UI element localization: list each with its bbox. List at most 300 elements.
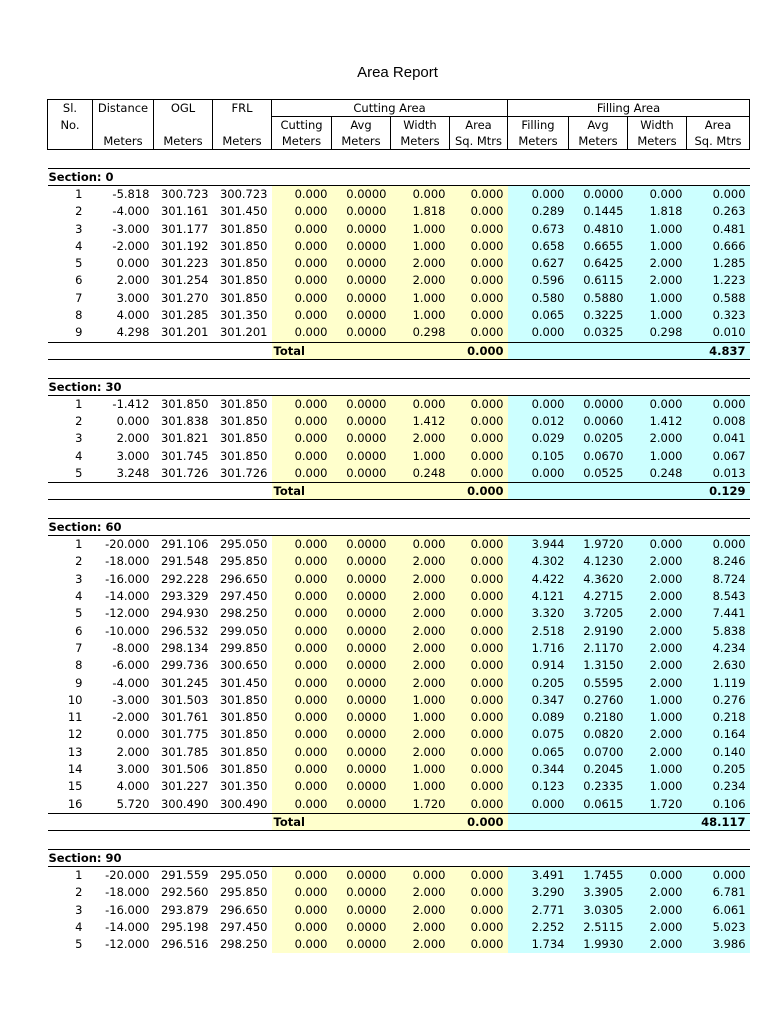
- cell-cut-width: 0.298: [391, 324, 450, 342]
- cell-cut-avg: 0.0000: [332, 657, 391, 674]
- cell-fill-area: 0.164: [687, 726, 750, 743]
- cell-sl-no: 7: [75, 290, 83, 305]
- cell-fill-width: 0.000: [628, 186, 687, 204]
- cell-cutting: 0.000: [272, 413, 332, 430]
- cell-fill-area: 0.140: [687, 744, 750, 761]
- cell-frl: 295.850: [219, 554, 268, 569]
- cell-sl-no: 6: [75, 273, 83, 288]
- cell-fill-area: 1.223: [687, 272, 750, 289]
- cell-cutting: 0.000: [272, 272, 332, 289]
- cell-cut-area: 0.000: [450, 623, 508, 640]
- cell-ogl: 301.270: [160, 290, 209, 305]
- cell-ogl: 300.490: [160, 796, 209, 811]
- cell-distance: -14.000: [105, 589, 150, 604]
- cell-cut-area: 0.000: [450, 709, 508, 726]
- cell-cut-width: 2.000: [391, 571, 450, 588]
- cell-sl-no: 13: [67, 744, 83, 759]
- cell-ogl: 292.560: [160, 885, 209, 900]
- total-label: Total: [272, 483, 332, 500]
- cell-filling: 0.205: [508, 675, 569, 692]
- cell-ogl: 295.198: [160, 919, 209, 934]
- cell-cutting: 0.000: [272, 430, 332, 447]
- cell-distance: -2.000: [112, 238, 150, 253]
- cell-cutting: 0.000: [272, 238, 332, 255]
- cell-fill-width: 1.000: [628, 238, 687, 255]
- header-fill-area: Area: [687, 117, 750, 134]
- cell-sl-no: 3: [75, 571, 83, 586]
- cell-cut-avg: 0.0000: [332, 623, 391, 640]
- area-report-table: [47, 99, 750, 953]
- cell-fill-width: 2.000: [628, 726, 687, 743]
- cell-cut-width: 2.000: [391, 623, 450, 640]
- cell-cutting: 0.000: [272, 203, 332, 220]
- cell-ogl: 301.726: [160, 465, 209, 480]
- cell-fill-width: 1.000: [628, 778, 687, 795]
- cut-area-total: 0.000: [450, 813, 508, 830]
- cell-cut-area: 0.000: [450, 866, 508, 884]
- cell-fill-area: 0.010: [687, 324, 750, 342]
- cell-frl: 301.450: [219, 204, 268, 219]
- cell-cut-area: 0.000: [450, 307, 508, 324]
- cell-ogl: 299.736: [160, 658, 209, 673]
- header-fill-width: Width: [628, 117, 687, 134]
- cell-sl-no: 2: [75, 204, 83, 219]
- table-row: [48, 413, 750, 430]
- total-row: [48, 483, 750, 500]
- cell-ogl: 301.223: [160, 256, 209, 271]
- cell-cutting: 0.000: [272, 623, 332, 640]
- cell-fill-width: 1.720: [628, 796, 687, 814]
- cell-cut-avg: 0.0000: [332, 413, 391, 430]
- cell-cut-width: 0.000: [391, 536, 450, 554]
- cell-cut-avg: 0.0000: [332, 272, 391, 289]
- cell-sl-no: 15: [67, 779, 83, 794]
- table-row: [48, 919, 750, 936]
- cell-cut-avg: 0.0000: [332, 186, 391, 204]
- total-row: [48, 813, 750, 830]
- cell-ogl: 291.106: [160, 537, 209, 552]
- cell-frl: 297.450: [219, 589, 268, 604]
- cell-cut-width: 1.000: [391, 761, 450, 778]
- cell-fill-avg: 1.9720: [569, 536, 628, 554]
- cell-cut-area: 0.000: [450, 255, 508, 272]
- cell-frl: 301.850: [219, 273, 268, 288]
- cell-ogl: 296.516: [160, 937, 209, 952]
- cell-sl-no: 1: [75, 187, 83, 201]
- cell-frl: 301.350: [219, 308, 268, 323]
- cell-sl-no: 4: [75, 448, 83, 463]
- cell-fill-width: 2.000: [628, 640, 687, 657]
- cell-fill-area: 0.205: [687, 761, 750, 778]
- cell-frl: 301.850: [219, 710, 268, 725]
- cell-fill-avg: 0.0670: [569, 448, 628, 465]
- cell-fill-avg: 0.2180: [569, 709, 628, 726]
- cell-frl: 301.450: [219, 675, 268, 690]
- cell-ogl: 301.177: [160, 221, 209, 236]
- cell-fill-area: 0.218: [687, 709, 750, 726]
- cell-fill-area: 0.263: [687, 203, 750, 220]
- table-row: [48, 588, 750, 605]
- cell-cut-width: 2.000: [391, 744, 450, 761]
- cell-sl-no: 9: [75, 675, 83, 690]
- cell-fill-avg: 0.0615: [569, 796, 628, 814]
- cut-area-total: 0.000: [450, 342, 508, 359]
- cell-cutting: 0.000: [272, 553, 332, 570]
- cell-frl: 300.650: [219, 658, 268, 673]
- table-row: [48, 884, 750, 901]
- cell-fill-width: 2.000: [628, 588, 687, 605]
- cell-cut-avg: 0.0000: [332, 796, 391, 814]
- cell-fill-width: 2.000: [628, 675, 687, 692]
- cell-fill-area: 2.630: [687, 657, 750, 674]
- cell-fill-avg: 4.1230: [569, 553, 628, 570]
- table-row: [48, 571, 750, 588]
- cell-cut-area: 0.000: [450, 902, 508, 919]
- cell-fill-avg: 4.3620: [569, 571, 628, 588]
- cell-distance: -1.412: [112, 396, 150, 411]
- cell-sl-no: 16: [67, 796, 83, 811]
- cell-cut-area: 0.000: [450, 553, 508, 570]
- cell-frl: 295.050: [219, 867, 268, 882]
- cell-cutting: 0.000: [272, 448, 332, 465]
- table-row: [48, 709, 750, 726]
- table-row: [48, 430, 750, 447]
- cell-fill-area: 8.246: [687, 553, 750, 570]
- cell-fill-width: 2.000: [628, 884, 687, 901]
- cell-fill-width: 2.000: [628, 553, 687, 570]
- cell-cut-width: 2.000: [391, 919, 450, 936]
- cell-sl-no: 6: [75, 623, 83, 638]
- cell-ogl: 293.879: [160, 902, 209, 917]
- cell-fill-area: 5.838: [687, 623, 750, 640]
- cell-cut-area: 0.000: [450, 796, 508, 814]
- cell-distance: 2.000: [116, 273, 150, 288]
- cell-fill-width: 1.000: [628, 307, 687, 324]
- cell-fill-avg: 3.0305: [569, 902, 628, 919]
- cell-filling: 1.734: [508, 936, 569, 953]
- cell-filling: 0.000: [508, 395, 569, 413]
- cell-ogl: 301.192: [160, 238, 209, 253]
- cell-fill-width: 2.000: [628, 623, 687, 640]
- unit-distance: Meters: [93, 133, 154, 150]
- cell-cutting: 0.000: [272, 709, 332, 726]
- cell-distance: 4.000: [116, 308, 150, 323]
- cell-fill-area: 7.441: [687, 605, 750, 622]
- cell-distance: -4.000: [112, 675, 150, 690]
- cell-sl-no: 7: [75, 640, 83, 655]
- header-frl: FRL: [213, 100, 272, 117]
- unit-cutting: Meters: [272, 133, 332, 150]
- cell-cut-avg: 0.0000: [332, 221, 391, 238]
- cell-ogl: 300.723: [160, 187, 209, 201]
- cell-cutting: 0.000: [272, 919, 332, 936]
- cell-fill-width: 2.000: [628, 605, 687, 622]
- table-row: [48, 902, 750, 919]
- cell-distance: -16.000: [105, 902, 150, 917]
- header-distance: Distance: [93, 100, 154, 117]
- cell-sl-no: 11: [67, 710, 83, 725]
- section-header: [48, 169, 750, 186]
- cell-cutting: 0.000: [272, 324, 332, 342]
- cell-cut-avg: 0.0000: [332, 884, 391, 901]
- cell-cut-width: 1.000: [391, 709, 450, 726]
- cell-fill-width: 1.000: [628, 709, 687, 726]
- total-label: Total: [272, 342, 332, 359]
- cell-cut-width: 1.000: [391, 307, 450, 324]
- cell-fill-width: 2.000: [628, 272, 687, 289]
- cell-cut-width: 2.000: [391, 902, 450, 919]
- cell-fill-avg: 2.5115: [569, 919, 628, 936]
- cell-ogl: 301.821: [160, 431, 209, 446]
- cell-ogl: 293.329: [160, 589, 209, 604]
- cell-fill-area: 0.008: [687, 413, 750, 430]
- cell-cut-area: 0.000: [450, 936, 508, 953]
- cell-cut-area: 0.000: [450, 324, 508, 342]
- cell-cut-avg: 0.0000: [332, 588, 391, 605]
- table-row: [48, 465, 750, 483]
- cell-sl-no: 8: [75, 308, 83, 323]
- unit-fill-area: Sq. Mtrs: [687, 133, 750, 150]
- cell-fill-avg: 0.6115: [569, 272, 628, 289]
- cell-filling: 3.290: [508, 884, 569, 901]
- cell-frl: 299.050: [219, 623, 268, 638]
- cell-fill-avg: 0.0000: [569, 395, 628, 413]
- cell-fill-width: 2.000: [628, 657, 687, 674]
- cell-cutting: 0.000: [272, 605, 332, 622]
- cell-filling: 0.000: [508, 465, 569, 483]
- table-row: [48, 255, 750, 272]
- cell-fill-avg: 4.2715: [569, 588, 628, 605]
- cell-cut-area: 0.000: [450, 272, 508, 289]
- cell-filling: 4.422: [508, 571, 569, 588]
- cell-fill-area: 6.781: [687, 884, 750, 901]
- cell-cutting: 0.000: [272, 936, 332, 953]
- unit-filling: Meters: [508, 133, 569, 150]
- cell-fill-width: 2.000: [628, 255, 687, 272]
- cell-cut-avg: 0.0000: [332, 430, 391, 447]
- cell-fill-avg: 0.1445: [569, 203, 628, 220]
- cell-sl-no: 1: [75, 396, 83, 411]
- cell-cutting: 0.000: [272, 902, 332, 919]
- cell-cutting: 0.000: [272, 255, 332, 272]
- cell-distance: 3.000: [116, 448, 150, 463]
- cell-sl-no: 2: [75, 554, 83, 569]
- cell-cut-area: 0.000: [450, 395, 508, 413]
- cell-sl-no: 3: [75, 431, 83, 446]
- cell-sl-no: 5: [75, 465, 83, 480]
- cell-sl-no: 3: [75, 221, 83, 236]
- cell-fill-avg: 0.6655: [569, 238, 628, 255]
- cell-distance: -2.000: [112, 710, 150, 725]
- cell-distance: -3.000: [112, 221, 150, 236]
- table-row: [48, 657, 750, 674]
- cell-fill-width: 2.000: [628, 744, 687, 761]
- header-sl: Sl.: [48, 100, 93, 117]
- cell-fill-area: 0.000: [687, 395, 750, 413]
- cell-cut-avg: 0.0000: [332, 778, 391, 795]
- cell-fill-avg: 0.5880: [569, 290, 628, 307]
- cell-filling: 0.580: [508, 290, 569, 307]
- table-row: [48, 536, 750, 554]
- cell-cutting: 0.000: [272, 588, 332, 605]
- cell-fill-width: 0.298: [628, 324, 687, 342]
- cell-ogl: 301.838: [160, 413, 209, 428]
- cell-sl-no: 10: [67, 692, 83, 707]
- cell-filling: 0.089: [508, 709, 569, 726]
- cell-cut-width: 0.000: [391, 866, 450, 884]
- cell-fill-area: 1.119: [687, 675, 750, 692]
- cell-fill-area: 0.000: [687, 866, 750, 884]
- cell-filling: 2.771: [508, 902, 569, 919]
- table-row: [48, 221, 750, 238]
- cell-frl: 301.850: [219, 762, 268, 777]
- cell-cut-width: 1.000: [391, 290, 450, 307]
- cell-distance: -18.000: [105, 554, 150, 569]
- cell-frl: 301.850: [219, 256, 268, 271]
- cell-fill-area: 0.481: [687, 221, 750, 238]
- cell-distance: -12.000: [105, 937, 150, 952]
- cell-cut-area: 0.000: [450, 605, 508, 622]
- cell-cut-area: 0.000: [450, 430, 508, 447]
- cell-cut-avg: 0.0000: [332, 203, 391, 220]
- cell-cut-area: 0.000: [450, 221, 508, 238]
- cell-cut-area: 0.000: [450, 186, 508, 204]
- total-label: Total: [272, 813, 332, 830]
- cell-fill-area: 8.724: [687, 571, 750, 588]
- cell-sl-no: 5: [75, 256, 83, 271]
- table-row: [48, 203, 750, 220]
- cell-ogl: 301.201: [160, 325, 209, 340]
- unit-cut-area: Sq. Mtrs: [450, 133, 508, 150]
- cell-filling: 0.105: [508, 448, 569, 465]
- cell-sl-no: 14: [67, 762, 83, 777]
- cell-cut-width: 2.000: [391, 640, 450, 657]
- cell-cut-avg: 0.0000: [332, 744, 391, 761]
- cell-filling: 0.627: [508, 255, 569, 272]
- cell-frl: 295.050: [219, 537, 268, 552]
- cell-sl-no: 4: [75, 238, 83, 253]
- section-label: Section: 30: [48, 378, 750, 395]
- cell-cutting: 0.000: [272, 726, 332, 743]
- header-cut-width: Width: [391, 117, 450, 134]
- cell-frl: 301.201: [219, 325, 268, 340]
- cell-cut-area: 0.000: [450, 238, 508, 255]
- cell-fill-area: 8.543: [687, 588, 750, 605]
- unit-fill-avg: Meters: [569, 133, 628, 150]
- cell-fill-avg: 0.0700: [569, 744, 628, 761]
- cell-cutting: 0.000: [272, 571, 332, 588]
- cell-cut-width: 0.248: [391, 465, 450, 483]
- cell-fill-area: 0.666: [687, 238, 750, 255]
- cell-cut-width: 1.000: [391, 221, 450, 238]
- cell-fill-width: 2.000: [628, 936, 687, 953]
- cell-fill-avg: 1.7455: [569, 866, 628, 884]
- header-fill-avg: Avg: [569, 117, 628, 134]
- cell-distance: -3.000: [112, 692, 150, 707]
- cell-fill-area: 0.000: [687, 186, 750, 204]
- cell-fill-area: 3.986: [687, 936, 750, 953]
- cell-ogl: 291.559: [160, 867, 209, 882]
- cell-cut-avg: 0.0000: [332, 465, 391, 483]
- table-row: [48, 448, 750, 465]
- cell-frl: 295.850: [219, 885, 268, 900]
- table-row: [48, 290, 750, 307]
- cell-fill-avg: 0.2335: [569, 778, 628, 795]
- cell-distance: -14.000: [105, 919, 150, 934]
- cell-filling: 4.302: [508, 553, 569, 570]
- cell-fill-width: 0.000: [628, 536, 687, 554]
- cell-fill-avg: 0.6425: [569, 255, 628, 272]
- cell-ogl: 301.850: [160, 396, 209, 411]
- cell-cut-width: 1.818: [391, 203, 450, 220]
- cell-fill-avg: 0.2760: [569, 692, 628, 709]
- cell-frl: 301.850: [219, 221, 268, 236]
- cell-filling: 4.121: [508, 588, 569, 605]
- cell-fill-area: 6.061: [687, 902, 750, 919]
- cell-ogl: 301.285: [160, 308, 209, 323]
- cell-ogl: 292.228: [160, 571, 209, 586]
- cell-frl: 301.850: [219, 238, 268, 253]
- cell-frl: 301.850: [219, 396, 268, 411]
- cell-distance: -6.000: [112, 658, 150, 673]
- cell-fill-avg: 0.0205: [569, 430, 628, 447]
- cell-cut-width: 2.000: [391, 255, 450, 272]
- cell-filling: 0.000: [508, 796, 569, 814]
- table-row: [48, 744, 750, 761]
- cell-fill-area: 0.000: [687, 536, 750, 554]
- cell-frl: 301.850: [219, 413, 268, 428]
- cell-sl-no: 3: [75, 902, 83, 917]
- cell-cut-area: 0.000: [450, 778, 508, 795]
- cell-cut-width: 2.000: [391, 884, 450, 901]
- cell-cut-width: 2.000: [391, 553, 450, 570]
- cell-frl: 296.650: [219, 902, 268, 917]
- cell-cut-avg: 0.0000: [332, 571, 391, 588]
- table-row: [48, 726, 750, 743]
- section-label: Section: 0: [48, 169, 750, 186]
- cell-filling: 0.596: [508, 272, 569, 289]
- cell-distance: -20.000: [105, 867, 150, 882]
- cell-cut-area: 0.000: [450, 692, 508, 709]
- section-header: [48, 378, 750, 395]
- section-header: [48, 849, 750, 866]
- cell-filling: 0.065: [508, 307, 569, 324]
- cell-fill-area: 0.588: [687, 290, 750, 307]
- cell-fill-avg: 0.0000: [569, 186, 628, 204]
- table-row: [48, 675, 750, 692]
- unit-cut-width: Meters: [391, 133, 450, 150]
- cell-distance: 3.248: [116, 465, 150, 480]
- cell-cut-avg: 0.0000: [332, 448, 391, 465]
- cell-ogl: 301.745: [160, 448, 209, 463]
- cell-cut-area: 0.000: [450, 919, 508, 936]
- cell-frl: 299.850: [219, 640, 268, 655]
- cell-cut-avg: 0.0000: [332, 307, 391, 324]
- table-row: [48, 238, 750, 255]
- cell-filling: 0.344: [508, 761, 569, 778]
- cell-cutting: 0.000: [272, 866, 332, 884]
- cell-filling: 0.347: [508, 692, 569, 709]
- cell-cutting: 0.000: [272, 692, 332, 709]
- cell-filling: 3.320: [508, 605, 569, 622]
- cell-filling: 2.518: [508, 623, 569, 640]
- cell-cut-avg: 0.0000: [332, 324, 391, 342]
- cell-cut-width: 2.000: [391, 605, 450, 622]
- cell-cut-width: 2.000: [391, 430, 450, 447]
- cell-fill-area: 0.276: [687, 692, 750, 709]
- table-row: [48, 272, 750, 289]
- cell-sl-no: 1: [75, 867, 83, 882]
